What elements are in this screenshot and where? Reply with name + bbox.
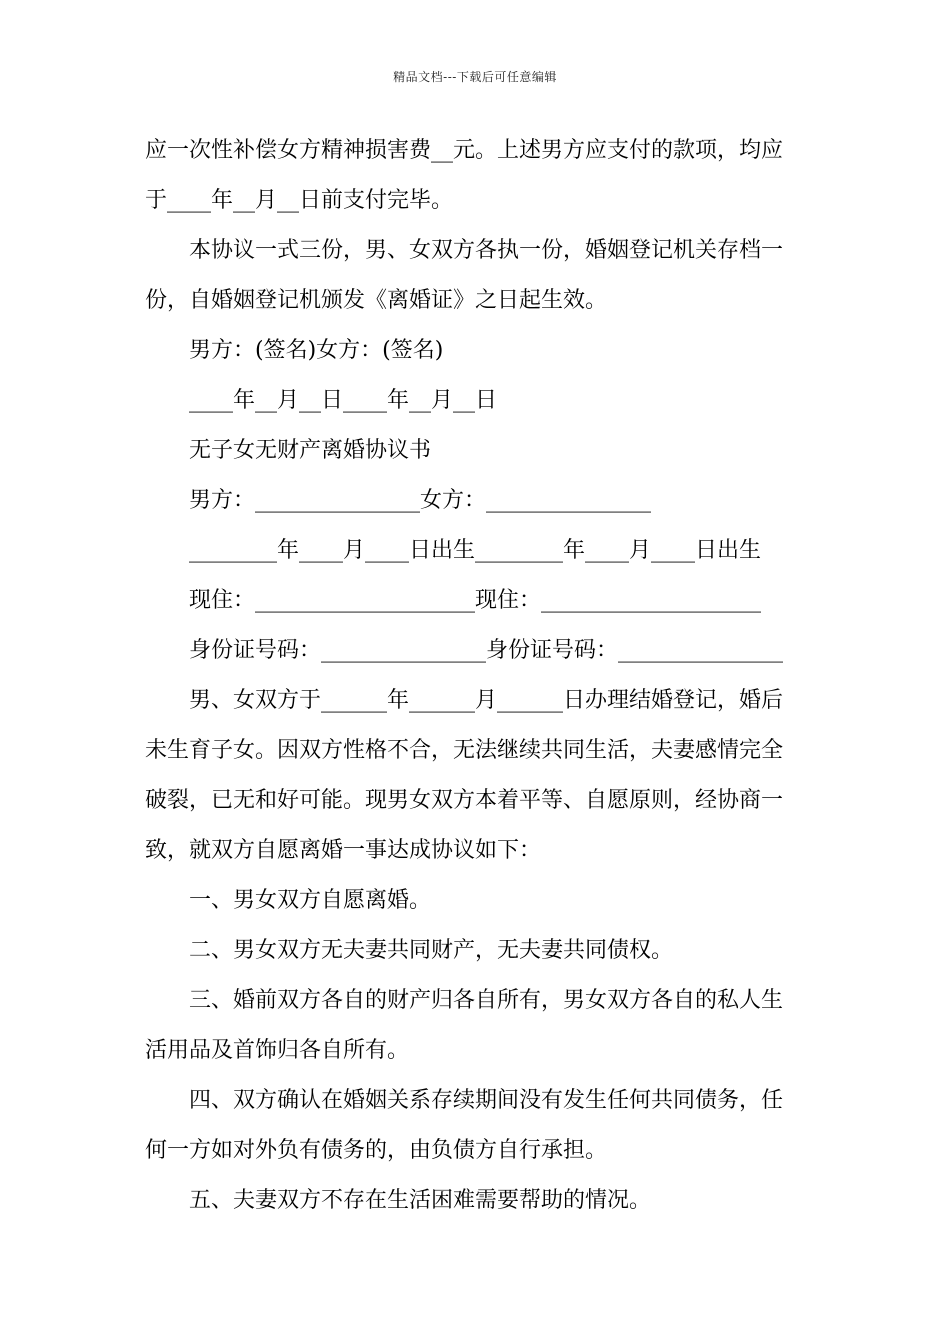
- text-line: 应一次性补偿女方精神损害费__元。上述男方应支付的款项，均应: [145, 138, 784, 163]
- text-line: 男、女双方于______年______月______日办理结婚登记，婚后: [189, 688, 784, 713]
- address-line: 现住：____________________现住：____________________: [189, 588, 762, 613]
- clause-line: 五、夫妻双方不存在生活困难需要帮助的情况。: [189, 1188, 652, 1213]
- clause-line: 活用品及首饰归各自所有。: [145, 1038, 410, 1063]
- text-line: 致，就双方自愿离婚一事达成协议如下：: [145, 838, 542, 863]
- id-number-line: 身份证号码：_______________身份证号码：_______________: [189, 638, 784, 663]
- page-header: 精品文档---下载后可任意编辑: [393, 70, 557, 84]
- text-line: 破裂，已无和好可能。现男女双方本着平等、自愿原则，经协商一: [145, 788, 784, 813]
- text-line: 未生育子女。因双方性格不合，无法继续共同生活，夫妻感情完全: [145, 738, 784, 763]
- signature-line: 男方：(签名)女方：(签名): [189, 338, 444, 363]
- clause-line: 三、婚前双方各自的财产归各自所有，男女双方各自的私人生: [189, 988, 784, 1013]
- party-names-line: 男方：_______________女方：_______________: [189, 488, 652, 513]
- clause-line: 二、男女双方无夫妻共同财产，无夫妻共同债权。: [189, 938, 674, 963]
- text-line: 本协议一式三份，男、女双方各执一份，婚姻登记机关存档一: [189, 238, 784, 263]
- text-line: 份，自婚姻登记机颁发《离婚证》之日起生效。: [145, 288, 608, 313]
- birth-date-line: ________年____月____日出生________年____月____日出生: [189, 538, 762, 563]
- text-line: 于____年__月__日前支付完毕。: [145, 188, 454, 213]
- clause-line: 一、男女双方自愿离婚。: [189, 888, 432, 913]
- section-title: 无子女无财产离婚协议书: [189, 438, 432, 463]
- date-line: ____年__月__日____年__月__日: [189, 388, 498, 413]
- clause-line: 四、双方确认在婚姻关系存续期间没有发生任何共同债务，任: [189, 1088, 784, 1113]
- clause-line: 何一方如对外负有债务的，由负债方自行承担。: [145, 1138, 608, 1163]
